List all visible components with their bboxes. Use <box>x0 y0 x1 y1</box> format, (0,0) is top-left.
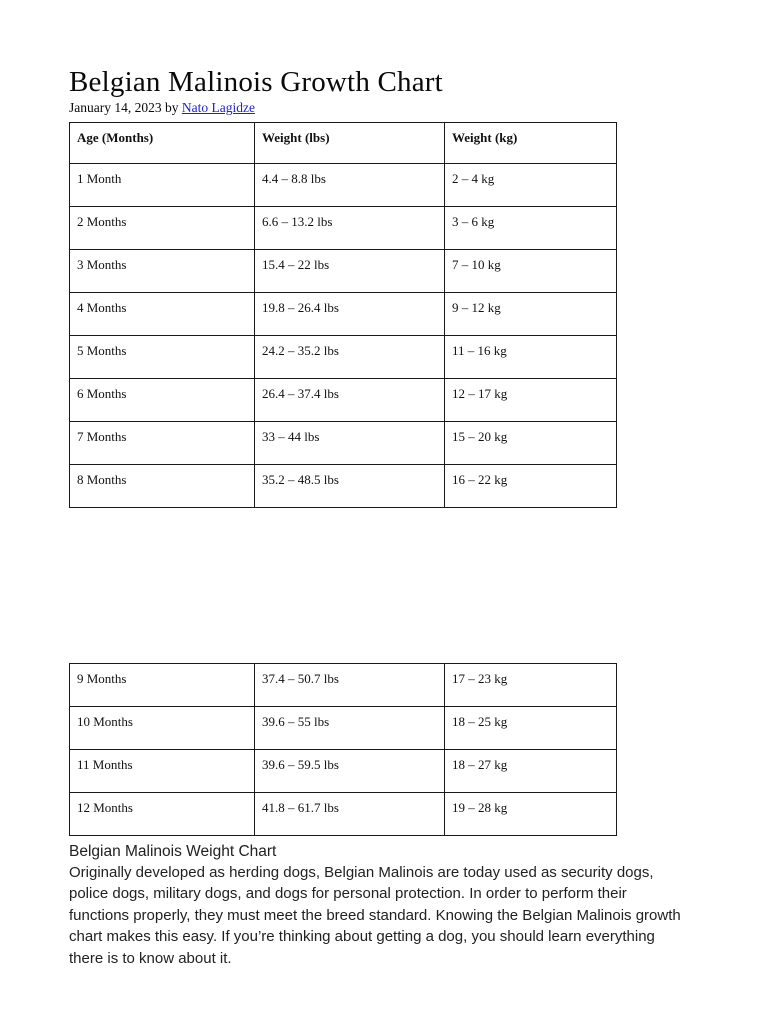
table-cell: 7 – 10 kg <box>445 249 617 292</box>
table-cell: 35.2 – 48.5 lbs <box>255 464 445 507</box>
table-row <box>70 464 617 507</box>
table-cell: 9 Months <box>70 663 255 706</box>
table-cell: 7 Months <box>70 421 255 464</box>
table-cell: 3 – 6 kg <box>445 206 617 249</box>
table-cell: 24.2 – 35.2 lbs <box>255 335 445 378</box>
table-cell: 18 – 27 kg <box>445 749 617 792</box>
table-cell: 16 – 22 kg <box>445 464 617 507</box>
table-cell: 3 Months <box>70 249 255 292</box>
table-cell: 4.4 – 8.8 lbs <box>255 163 445 206</box>
table-row <box>70 335 617 378</box>
table-row <box>70 292 617 335</box>
table-cell: 6.6 – 13.2 lbs <box>255 206 445 249</box>
table-cell: 11 – 16 kg <box>445 335 617 378</box>
table-cell: 19 – 28 kg <box>445 792 617 835</box>
table-header-row <box>70 122 617 163</box>
table-cell: 2 – 4 kg <box>445 163 617 206</box>
growth-table-part-1 <box>69 122 617 508</box>
author-link[interactable]: Nato Lagidze <box>181 100 255 116</box>
col-header-weight-lbs: Weight (lbs) <box>255 122 445 163</box>
table-row <box>70 206 617 249</box>
page-title: Belgian Malinois Growth Chart <box>69 66 443 98</box>
intro-paragraph: Originally developed as herding dogs, Belgian Malinois are today used as security dogs, police dogs, military dogs, and dogs for personal protection. In order to perform their functions properly, they must meet the breed standard. Knowing the Belgian Malinois growth chart makes this easy. If you’re thinking about getting a dog, you should learn everything there is to know about it. <box>69 863 681 967</box>
table-cell: 2 Months <box>70 206 255 249</box>
table-cell: 5 Months <box>70 335 255 378</box>
table-body-part-1 <box>70 163 617 507</box>
table-row <box>70 249 617 292</box>
table-caption: Belgian Malinois Weight Chart <box>69 842 277 860</box>
table-cell: 12 – 17 kg <box>445 378 617 421</box>
table-cell: 12 Months <box>70 792 255 835</box>
table-cell: 1 Month <box>70 163 255 206</box>
table-row <box>70 706 617 749</box>
table-cell: 41.8 – 61.7 lbs <box>255 792 445 835</box>
table-cell: 39.6 – 55 lbs <box>255 706 445 749</box>
table-row <box>70 378 617 421</box>
table-cell: 18 – 25 kg <box>445 706 617 749</box>
table-cell: 26.4 – 37.4 lbs <box>255 378 445 421</box>
table-cell: 6 Months <box>70 378 255 421</box>
table-cell: 9 – 12 kg <box>445 292 617 335</box>
table-cell: 10 Months <box>70 706 255 749</box>
table-row <box>70 663 617 706</box>
table-cell: 15 – 20 kg <box>445 421 617 464</box>
byline <box>69 100 700 116</box>
col-header-age: Age (Months) <box>70 122 255 163</box>
table-cell: 15.4 – 22 lbs <box>255 249 445 292</box>
table-row <box>70 792 617 835</box>
table-cell: 39.6 – 59.5 lbs <box>255 749 445 792</box>
byline-date: January 14, 2023 by <box>69 100 179 116</box>
table-row <box>70 749 617 792</box>
table-body-part-2 <box>70 663 617 835</box>
table-cell: 33 – 44 lbs <box>255 421 445 464</box>
table-cell: 19.8 – 26.4 lbs <box>255 292 445 335</box>
table-cell: 11 Months <box>70 749 255 792</box>
col-header-weight-kg: Weight (kg) <box>445 122 617 163</box>
growth-table-part-2 <box>69 663 617 836</box>
table-cell: 37.4 – 50.7 lbs <box>255 663 445 706</box>
table-row <box>70 421 617 464</box>
table-row <box>70 163 617 206</box>
table-cell: 8 Months <box>70 464 255 507</box>
page-break-gap <box>69 508 700 663</box>
table-cell: 17 – 23 kg <box>445 663 617 706</box>
table-cell: 4 Months <box>70 292 255 335</box>
